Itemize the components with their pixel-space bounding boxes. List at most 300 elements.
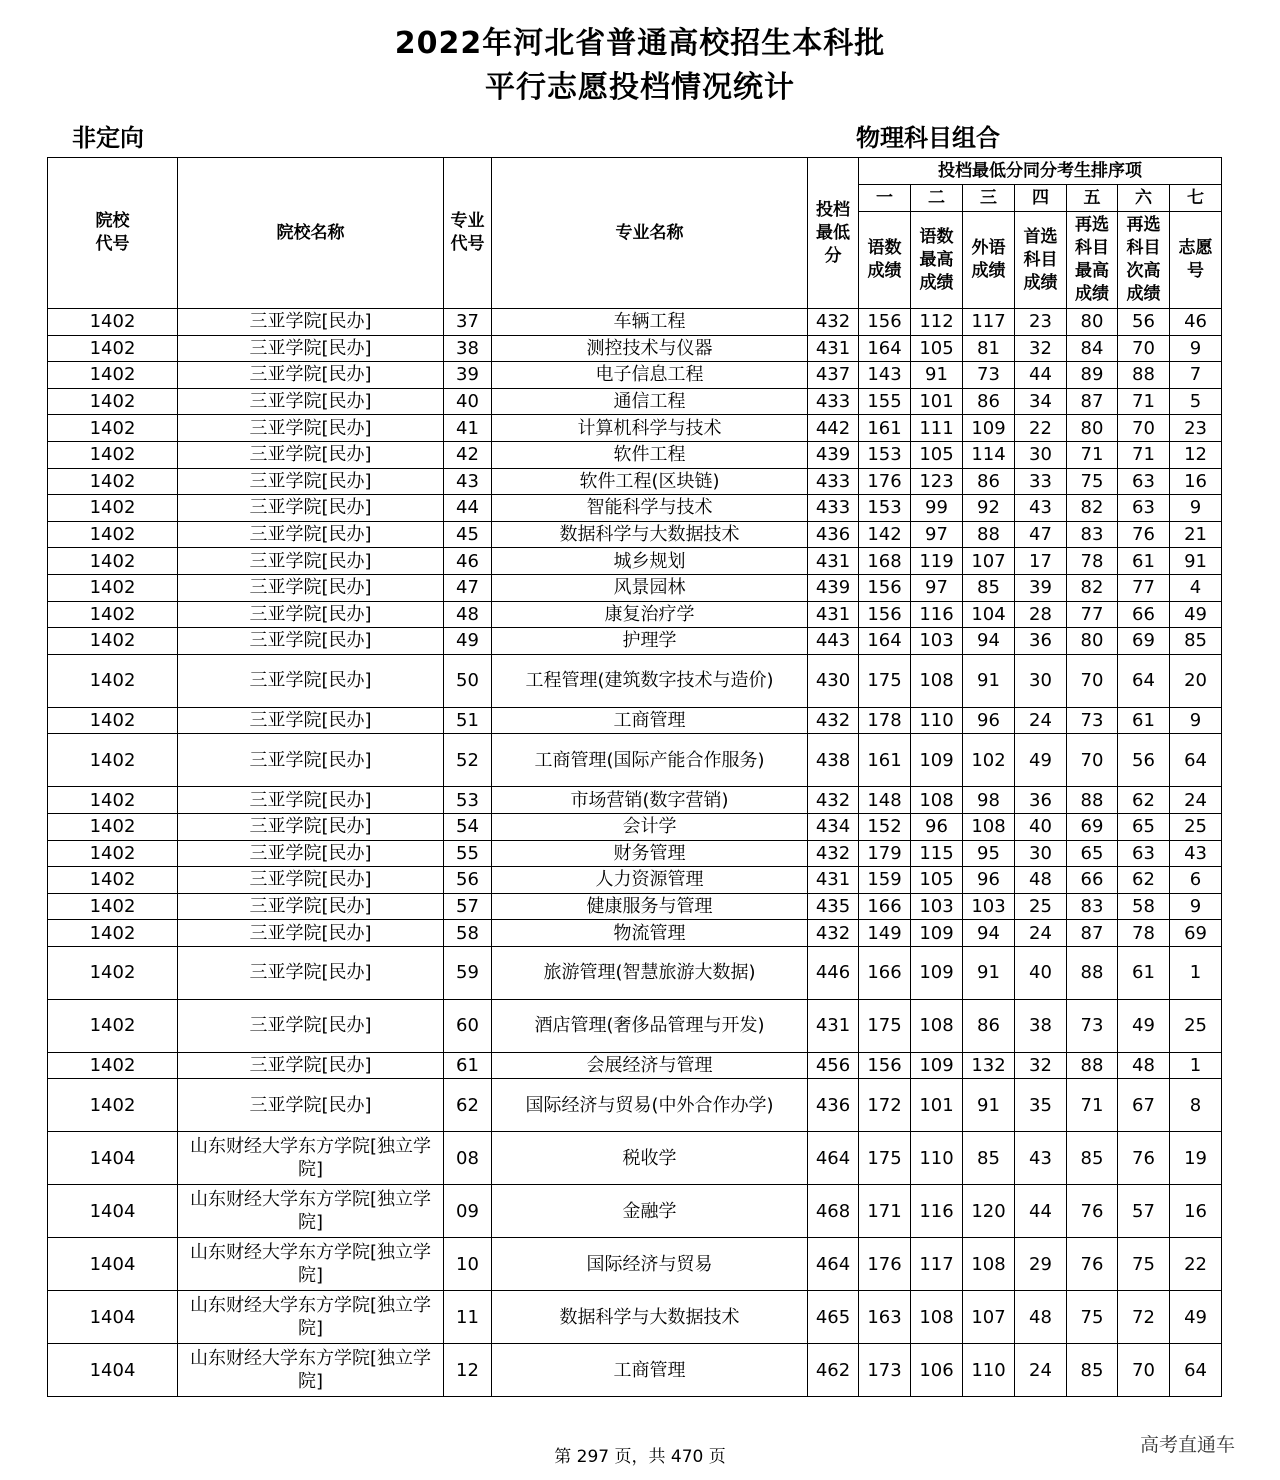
cell-major-code: 10 (444, 1238, 492, 1291)
cell-tie-3: 107 (963, 548, 1015, 575)
cell-tie-6: 67 (1118, 1079, 1170, 1132)
cell-tie-6: 71 (1118, 388, 1170, 415)
cell-tie-3: 98 (963, 787, 1015, 814)
cell-tie-5: 76 (1067, 1185, 1118, 1238)
cell-major-code: 50 (444, 654, 492, 707)
cell-tie-1: 156 (859, 309, 911, 336)
cell-school-name: 三亚学院[民办] (178, 840, 444, 867)
header-tie-label: 语数最高成绩 (911, 212, 963, 309)
cell-min-score: 431 (808, 548, 859, 575)
cell-tie-1: 152 (859, 813, 911, 840)
cell-school-code: 1404 (48, 1132, 178, 1185)
cell-major-name: 电子信息工程 (492, 362, 808, 389)
cell-tie-1: 176 (859, 468, 911, 495)
cell-tie-3: 85 (963, 1132, 1015, 1185)
cell-tie-7: 9 (1170, 495, 1222, 522)
cell-min-score: 430 (808, 654, 859, 707)
cell-tie-5: 80 (1067, 309, 1118, 336)
cell-tie-6: 61 (1118, 548, 1170, 575)
header-school-name: 院校名称 (178, 158, 444, 309)
cell-tie-2: 105 (911, 441, 963, 468)
header-tie-label: 再选科目次高成绩 (1118, 212, 1170, 309)
cell-tie-4: 47 (1015, 521, 1067, 548)
header-tie-number: 二 (911, 185, 963, 212)
cell-min-score: 436 (808, 1079, 859, 1132)
cell-min-score: 432 (808, 707, 859, 734)
cell-min-score: 432 (808, 787, 859, 814)
cell-major-name: 智能科学与技术 (492, 495, 808, 522)
cell-tie-6: 58 (1118, 893, 1170, 920)
cell-tie-3: 92 (963, 495, 1015, 522)
cell-tie-3: 96 (963, 707, 1015, 734)
cell-school-name: 三亚学院[民办] (178, 441, 444, 468)
cell-tie-7: 85 (1170, 628, 1222, 655)
cell-school-code: 1402 (48, 787, 178, 814)
cell-tie-4: 43 (1015, 495, 1067, 522)
cell-school-name: 三亚学院[民办] (178, 468, 444, 495)
cell-school-code: 1402 (48, 1052, 178, 1079)
cell-tie-2: 109 (911, 946, 963, 999)
cell-tie-2: 116 (911, 601, 963, 628)
cell-school-code: 1402 (48, 601, 178, 628)
table-row (48, 335, 1222, 362)
cell-major-code: 09 (444, 1185, 492, 1238)
cell-min-score: 443 (808, 628, 859, 655)
cell-tie-2: 110 (911, 1132, 963, 1185)
cell-school-code: 1402 (48, 415, 178, 442)
table-row (48, 468, 1222, 495)
cell-tie-7: 23 (1170, 415, 1222, 442)
cell-tie-1: 166 (859, 893, 911, 920)
cell-tie-5: 83 (1067, 521, 1118, 548)
cell-major-name: 测控技术与仪器 (492, 335, 808, 362)
cell-school-code: 1404 (48, 1344, 178, 1397)
cell-tie-5: 83 (1067, 893, 1118, 920)
cell-major-name: 健康服务与管理 (492, 893, 808, 920)
cell-tie-1: 168 (859, 548, 911, 575)
cell-tie-5: 78 (1067, 548, 1118, 575)
cell-major-code: 12 (444, 1344, 492, 1397)
cell-major-code: 58 (444, 920, 492, 947)
cell-tie-1: 175 (859, 999, 911, 1052)
cell-tie-6: 69 (1118, 628, 1170, 655)
cell-tie-5: 73 (1067, 707, 1118, 734)
cell-tie-1: 156 (859, 574, 911, 601)
cell-major-name: 财务管理 (492, 840, 808, 867)
cell-major-name: 金融学 (492, 1185, 808, 1238)
cell-school-name: 山东财经大学东方学院[独立学院] (178, 1185, 444, 1238)
cell-min-score: 432 (808, 309, 859, 336)
cell-tie-1: 143 (859, 362, 911, 389)
cell-tie-1: 149 (859, 920, 911, 947)
cell-tie-2: 108 (911, 787, 963, 814)
cell-major-code: 62 (444, 1079, 492, 1132)
cell-tie-6: 65 (1118, 813, 1170, 840)
header-tie-number: 一 (859, 185, 911, 212)
cell-tie-4: 43 (1015, 1132, 1067, 1185)
table-row (48, 999, 1222, 1052)
cell-school-name: 山东财经大学东方学院[独立学院] (178, 1132, 444, 1185)
cell-tie-4: 40 (1015, 813, 1067, 840)
cell-major-code: 37 (444, 309, 492, 336)
cell-major-name: 通信工程 (492, 388, 808, 415)
table-row (48, 707, 1222, 734)
cell-tie-4: 30 (1015, 840, 1067, 867)
cell-tie-2: 99 (911, 495, 963, 522)
cell-min-score: 431 (808, 335, 859, 362)
cell-tie-4: 36 (1015, 628, 1067, 655)
cell-tie-3: 94 (963, 628, 1015, 655)
table-row (48, 920, 1222, 947)
cell-tie-7: 8 (1170, 1079, 1222, 1132)
cell-tie-2: 109 (911, 920, 963, 947)
cell-tie-3: 91 (963, 946, 1015, 999)
cell-tie-1: 163 (859, 1291, 911, 1344)
cell-school-code: 1402 (48, 388, 178, 415)
cell-tie-3: 73 (963, 362, 1015, 389)
cell-tie-5: 80 (1067, 415, 1118, 442)
cell-tie-1: 155 (859, 388, 911, 415)
cell-major-name: 旅游管理(智慧旅游大数据) (492, 946, 808, 999)
cell-tie-7: 91 (1170, 548, 1222, 575)
cell-tie-6: 66 (1118, 601, 1170, 628)
cell-tie-3: 107 (963, 1291, 1015, 1344)
header-tie-label: 再选科目最高成绩 (1067, 212, 1118, 309)
cell-tie-7: 69 (1170, 920, 1222, 947)
cell-school-code: 1402 (48, 813, 178, 840)
cell-tie-7: 25 (1170, 813, 1222, 840)
cell-major-code: 40 (444, 388, 492, 415)
cell-tie-6: 48 (1118, 1052, 1170, 1079)
cell-school-name: 三亚学院[民办] (178, 654, 444, 707)
cell-tie-2: 109 (911, 1052, 963, 1079)
cell-tie-6: 71 (1118, 441, 1170, 468)
cell-tie-3: 120 (963, 1185, 1015, 1238)
cell-tie-4: 28 (1015, 601, 1067, 628)
cell-tie-4: 22 (1015, 415, 1067, 442)
cell-min-score: 464 (808, 1238, 859, 1291)
table-row (48, 813, 1222, 840)
subtitle-left: 非定向 (72, 124, 144, 152)
cell-min-score: 436 (808, 521, 859, 548)
cell-major-name: 软件工程 (492, 441, 808, 468)
cell-tie-6: 63 (1118, 840, 1170, 867)
cell-tie-7: 1 (1170, 1052, 1222, 1079)
cell-school-name: 三亚学院[民办] (178, 999, 444, 1052)
cell-tie-7: 64 (1170, 734, 1222, 787)
cell-tie-5: 69 (1067, 813, 1118, 840)
cell-min-score: 439 (808, 574, 859, 601)
cell-school-name: 三亚学院[民办] (178, 867, 444, 894)
cell-tie-1: 175 (859, 654, 911, 707)
table-row (48, 495, 1222, 522)
cell-min-score: 432 (808, 840, 859, 867)
cell-tie-6: 61 (1118, 946, 1170, 999)
cell-tie-6: 63 (1118, 468, 1170, 495)
table-row (48, 1132, 1222, 1185)
cell-tie-6: 70 (1118, 1344, 1170, 1397)
cell-tie-4: 40 (1015, 946, 1067, 999)
cell-tie-6: 75 (1118, 1238, 1170, 1291)
cell-major-name: 税收学 (492, 1132, 808, 1185)
cell-school-name: 三亚学院[民办] (178, 309, 444, 336)
cell-tie-1: 148 (859, 787, 911, 814)
cell-tie-5: 87 (1067, 920, 1118, 947)
cell-min-score: 432 (808, 920, 859, 947)
cell-school-code: 1402 (48, 999, 178, 1052)
cell-min-score: 462 (808, 1344, 859, 1397)
cell-tie-1: 166 (859, 946, 911, 999)
cell-tie-7: 49 (1170, 601, 1222, 628)
cell-major-code: 08 (444, 1132, 492, 1185)
table-row (48, 1238, 1222, 1291)
cell-tie-6: 77 (1118, 574, 1170, 601)
table-row (48, 601, 1222, 628)
cell-school-code: 1402 (48, 628, 178, 655)
cell-tie-4: 33 (1015, 468, 1067, 495)
cell-min-score: 464 (808, 1132, 859, 1185)
header-tie-number: 七 (1170, 185, 1222, 212)
cell-school-name: 三亚学院[民办] (178, 920, 444, 947)
cell-tie-6: 62 (1118, 787, 1170, 814)
cell-school-code: 1402 (48, 1079, 178, 1132)
cell-major-name: 护理学 (492, 628, 808, 655)
cell-tie-2: 106 (911, 1344, 963, 1397)
cell-tie-5: 70 (1067, 654, 1118, 707)
cell-tie-7: 20 (1170, 654, 1222, 707)
cell-tie-5: 82 (1067, 495, 1118, 522)
cell-major-name: 物流管理 (492, 920, 808, 947)
cell-tie-4: 34 (1015, 388, 1067, 415)
cell-tie-5: 73 (1067, 999, 1118, 1052)
cell-min-score: 431 (808, 999, 859, 1052)
cell-school-code: 1402 (48, 548, 178, 575)
cell-tie-4: 44 (1015, 362, 1067, 389)
table-row (48, 309, 1222, 336)
cell-school-code: 1402 (48, 468, 178, 495)
cell-major-name: 会展经济与管理 (492, 1052, 808, 1079)
cell-tie-3: 114 (963, 441, 1015, 468)
cell-tie-2: 116 (911, 1185, 963, 1238)
cell-major-code: 53 (444, 787, 492, 814)
cell-tie-3: 108 (963, 1238, 1015, 1291)
table-row (48, 441, 1222, 468)
cell-major-name: 人力资源管理 (492, 867, 808, 894)
cell-tie-7: 24 (1170, 787, 1222, 814)
cell-tie-5: 70 (1067, 734, 1118, 787)
cell-major-name: 工商管理 (492, 1344, 808, 1397)
cell-major-code: 60 (444, 999, 492, 1052)
cell-school-name: 三亚学院[民办] (178, 734, 444, 787)
cell-tie-3: 109 (963, 415, 1015, 442)
cell-major-name: 工程管理(建筑数字技术与造价) (492, 654, 808, 707)
cell-tie-2: 108 (911, 999, 963, 1052)
cell-school-code: 1402 (48, 441, 178, 468)
cell-major-code: 61 (444, 1052, 492, 1079)
cell-major-name: 会计学 (492, 813, 808, 840)
cell-tie-6: 56 (1118, 734, 1170, 787)
cell-min-score: 437 (808, 362, 859, 389)
cell-major-name: 市场营销(数字营销) (492, 787, 808, 814)
cell-school-name: 三亚学院[民办] (178, 813, 444, 840)
cell-school-name: 三亚学院[民办] (178, 548, 444, 575)
cell-tie-3: 117 (963, 309, 1015, 336)
table-row (48, 1291, 1222, 1344)
cell-tie-7: 7 (1170, 362, 1222, 389)
cell-tie-5: 85 (1067, 1132, 1118, 1185)
cell-major-name: 数据科学与大数据技术 (492, 521, 808, 548)
cell-major-name: 酒店管理(奢侈品管理与开发) (492, 999, 808, 1052)
cell-min-score: 456 (808, 1052, 859, 1079)
cell-major-code: 54 (444, 813, 492, 840)
cell-tie-4: 23 (1015, 309, 1067, 336)
cell-tie-7: 9 (1170, 707, 1222, 734)
cell-tie-4: 24 (1015, 707, 1067, 734)
cell-tie-7: 16 (1170, 468, 1222, 495)
cell-school-name: 山东财经大学东方学院[独立学院] (178, 1344, 444, 1397)
cell-tie-3: 88 (963, 521, 1015, 548)
table-row (48, 946, 1222, 999)
cell-tie-5: 71 (1067, 1079, 1118, 1132)
cell-school-name: 三亚学院[民办] (178, 415, 444, 442)
cell-tie-2: 103 (911, 628, 963, 655)
cell-tie-7: 9 (1170, 893, 1222, 920)
cell-tie-3: 103 (963, 893, 1015, 920)
cell-school-code: 1402 (48, 335, 178, 362)
cell-major-code: 47 (444, 574, 492, 601)
cell-school-code: 1402 (48, 495, 178, 522)
cell-tie-2: 97 (911, 521, 963, 548)
cell-tie-7: 4 (1170, 574, 1222, 601)
header-tie-label: 首选科目成绩 (1015, 212, 1067, 309)
cell-tie-1: 156 (859, 1052, 911, 1079)
cell-tie-1: 142 (859, 521, 911, 548)
cell-tie-6: 70 (1118, 415, 1170, 442)
page-footer: 第 297 页，共 470 页 (554, 1447, 726, 1467)
cell-major-name: 数据科学与大数据技术 (492, 1291, 808, 1344)
cell-tie-1: 156 (859, 601, 911, 628)
cell-tie-3: 108 (963, 813, 1015, 840)
cell-major-name: 康复治疗学 (492, 601, 808, 628)
cell-tie-5: 75 (1067, 1291, 1118, 1344)
table-row (48, 1052, 1222, 1079)
cell-tie-3: 91 (963, 654, 1015, 707)
cell-min-score: 442 (808, 415, 859, 442)
cell-tie-7: 22 (1170, 1238, 1222, 1291)
cell-tie-3: 110 (963, 1344, 1015, 1397)
cell-school-code: 1402 (48, 893, 178, 920)
header-tie-number: 五 (1067, 185, 1118, 212)
cell-school-name: 三亚学院[民办] (178, 1052, 444, 1079)
cell-major-code: 59 (444, 946, 492, 999)
cell-tie-7: 25 (1170, 999, 1222, 1052)
cell-school-code: 1404 (48, 1291, 178, 1344)
cell-tie-4: 24 (1015, 1344, 1067, 1397)
cell-tie-3: 95 (963, 840, 1015, 867)
cell-school-code: 1404 (48, 1238, 178, 1291)
cell-tie-6: 63 (1118, 495, 1170, 522)
cell-school-name: 三亚学院[民办] (178, 362, 444, 389)
watermark: 高考直通车 (1140, 1434, 1236, 1456)
cell-tie-5: 80 (1067, 628, 1118, 655)
header-tie-label: 志愿号 (1170, 212, 1222, 309)
cell-school-name: 三亚学院[民办] (178, 893, 444, 920)
cell-tie-7: 1 (1170, 946, 1222, 999)
cell-tie-5: 87 (1067, 388, 1118, 415)
cell-tie-2: 112 (911, 309, 963, 336)
cell-major-code: 57 (444, 893, 492, 920)
cell-school-name: 三亚学院[民办] (178, 335, 444, 362)
cell-school-name: 三亚学院[民办] (178, 787, 444, 814)
header-min-score: 投档最低分 (808, 158, 859, 309)
cell-tie-3: 81 (963, 335, 1015, 362)
cell-school-code: 1402 (48, 734, 178, 787)
cell-school-name: 三亚学院[民办] (178, 521, 444, 548)
cell-tie-5: 76 (1067, 1238, 1118, 1291)
cell-min-score: 431 (808, 601, 859, 628)
cell-tie-7: 43 (1170, 840, 1222, 867)
cell-tie-2: 119 (911, 548, 963, 575)
cell-school-code: 1402 (48, 840, 178, 867)
cell-tie-3: 96 (963, 867, 1015, 894)
header-tie-label: 外语成绩 (963, 212, 1015, 309)
cell-major-code: 45 (444, 521, 492, 548)
cell-tie-2: 101 (911, 388, 963, 415)
cell-tie-3: 91 (963, 1079, 1015, 1132)
admission-table (47, 157, 1222, 1397)
cell-tie-4: 25 (1015, 893, 1067, 920)
header-tie-label: 语数成绩 (859, 212, 911, 309)
cell-school-name: 山东财经大学东方学院[独立学院] (178, 1291, 444, 1344)
cell-major-code: 38 (444, 335, 492, 362)
cell-tie-6: 56 (1118, 309, 1170, 336)
cell-school-code: 1402 (48, 309, 178, 336)
cell-major-name: 车辆工程 (492, 309, 808, 336)
cell-tie-4: 49 (1015, 734, 1067, 787)
cell-tie-4: 36 (1015, 787, 1067, 814)
cell-min-score: 434 (808, 813, 859, 840)
cell-tie-4: 48 (1015, 867, 1067, 894)
cell-tie-5: 88 (1067, 787, 1118, 814)
cell-tie-2: 111 (911, 415, 963, 442)
cell-tie-3: 94 (963, 920, 1015, 947)
cell-tie-1: 161 (859, 415, 911, 442)
cell-tie-7: 12 (1170, 441, 1222, 468)
cell-min-score: 435 (808, 893, 859, 920)
cell-major-code: 46 (444, 548, 492, 575)
cell-tie-5: 88 (1067, 946, 1118, 999)
cell-tie-4: 48 (1015, 1291, 1067, 1344)
cell-tie-6: 61 (1118, 707, 1170, 734)
cell-school-name: 三亚学院[民办] (178, 1079, 444, 1132)
cell-tie-5: 89 (1067, 362, 1118, 389)
cell-min-score: 433 (808, 388, 859, 415)
cell-tie-2: 109 (911, 734, 963, 787)
cell-tie-4: 30 (1015, 654, 1067, 707)
cell-min-score: 446 (808, 946, 859, 999)
cell-major-name: 风景园林 (492, 574, 808, 601)
table-row (48, 1079, 1222, 1132)
cell-major-code: 11 (444, 1291, 492, 1344)
header-tie-number: 六 (1118, 185, 1170, 212)
page-title-line1: 2022年河北省普通高校招生本科批 (394, 26, 886, 61)
cell-tie-5: 65 (1067, 840, 1118, 867)
cell-tie-6: 78 (1118, 920, 1170, 947)
cell-tie-2: 103 (911, 893, 963, 920)
cell-major-code: 41 (444, 415, 492, 442)
cell-tie-6: 49 (1118, 999, 1170, 1052)
cell-min-score: 439 (808, 441, 859, 468)
